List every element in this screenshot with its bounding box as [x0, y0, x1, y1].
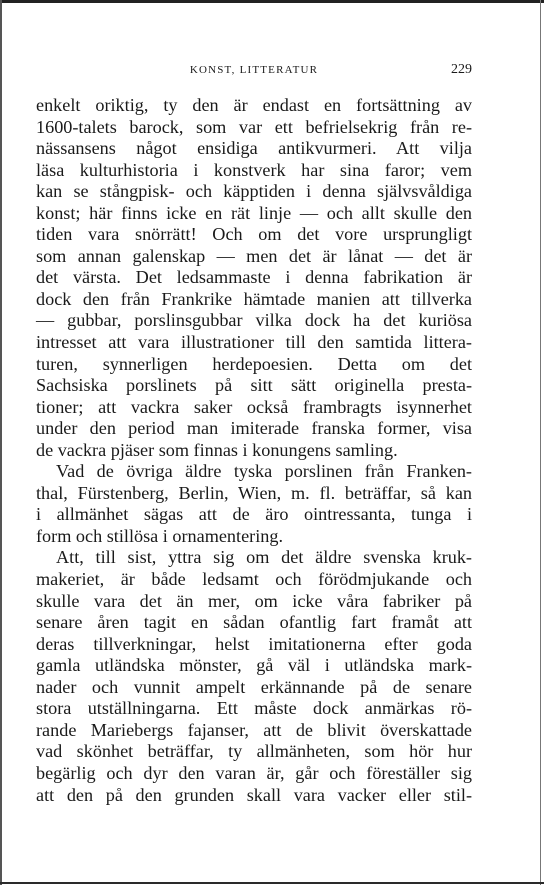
text-line: Sachsiska porslinets på sitt sätt originella presta- [36, 375, 472, 396]
text-line: thal, Fürstenberg, Berlin, Wien, m. fl. beträffar, så kan [36, 482, 472, 503]
text-line: begärlig och dyr den varan är, går och föreställer sig [36, 762, 472, 783]
text-line: Vad de övriga äldre tyska porslinen från Franken- [56, 461, 472, 482]
body-text [36, 95, 472, 806]
page-bottom-edge [0, 882, 544, 884]
text-line: i allmänhet sägas att de äro ointressanta, tunga i [36, 504, 472, 525]
text-line: under den period man imiterade franska former, visa [36, 418, 472, 439]
text-line: att den på den grunden skall vara vacker eller stil- [36, 784, 472, 805]
text-line: kan se stångpisk- och käpptiden i denna självsvåldiga [36, 181, 472, 202]
page-left-edge [0, 0, 2, 885]
text-line: rande Mariebergs fajanser, att de blivit överskattade [36, 719, 472, 740]
text-line: vad skönhet beträffar, ty allmänheten, som hör hur [36, 741, 472, 762]
text-line: enkelt oriktig, ty den är endast en fortsättning av [36, 95, 472, 115]
text-line: skulle vara det än mer, om icke våra fabriker på [36, 590, 472, 611]
text-line: senare åren tagit en sådan ofantlig fart framåt att [36, 612, 472, 633]
text-line: konst; här finns icke en rät linje — och allt skulle den [36, 202, 472, 223]
text-line: 1600-talets barock, som var ett befrielsekrig från re- [36, 116, 472, 137]
text-line: — gubbar, porslinsgubbar vilka dock ha det kuriösa [36, 310, 472, 331]
text-line: läsa kulturhistoria i konstverk har sina faror; vem [36, 159, 472, 180]
text-line: dock den från Frankrike hämtade manien att tillverka [36, 288, 472, 309]
text-line: de vackra pjäser som finnas i konungens samling. [36, 439, 398, 460]
text-line: tiden vara snörrätt! Och om det vore ursprungligt [36, 224, 472, 245]
page-number: 229 [451, 62, 472, 77]
text-line: tioner; att vackra saker också frambragts isynnerhet [36, 396, 472, 417]
text-line: nässansens något ensidiga antikvurmeri. Att vilja [36, 138, 472, 159]
text-line: stora utställningarna. Ett måste dock anmärkas rö- [36, 698, 472, 719]
text-line: makeriet, är både ledsamt och förödmjukande och [36, 569, 472, 590]
text-line: turen, synnerligen herdepoesien. Detta om det [36, 353, 472, 374]
text-line: intresset att vara illustrationer till den samtida littera- [36, 332, 472, 353]
text-line: gamla utländska mönster, gå väl i utländska mark- [36, 655, 472, 676]
text-line: det värsta. Det ledsammaste i denna fabrikation är [36, 267, 472, 288]
running-head: KONST, LITTERATUR [189, 64, 319, 76]
text-line: form och stillösa i ornamentering. [36, 525, 283, 546]
page-top-edge [0, 0, 544, 3]
page-header [36, 62, 472, 80]
text-line: nader och vunnit ampelt erkännande på de senare [36, 676, 472, 697]
text-line: Att, till sist, yttra sig om det äldre svenska kruk- [56, 547, 472, 568]
text-line: deras tillverkningar, helst imitationerna efter goda [36, 633, 472, 654]
text-line: som annan galenskap — men det är lånat — det är [36, 245, 472, 266]
page-right-edge [540, 0, 541, 885]
